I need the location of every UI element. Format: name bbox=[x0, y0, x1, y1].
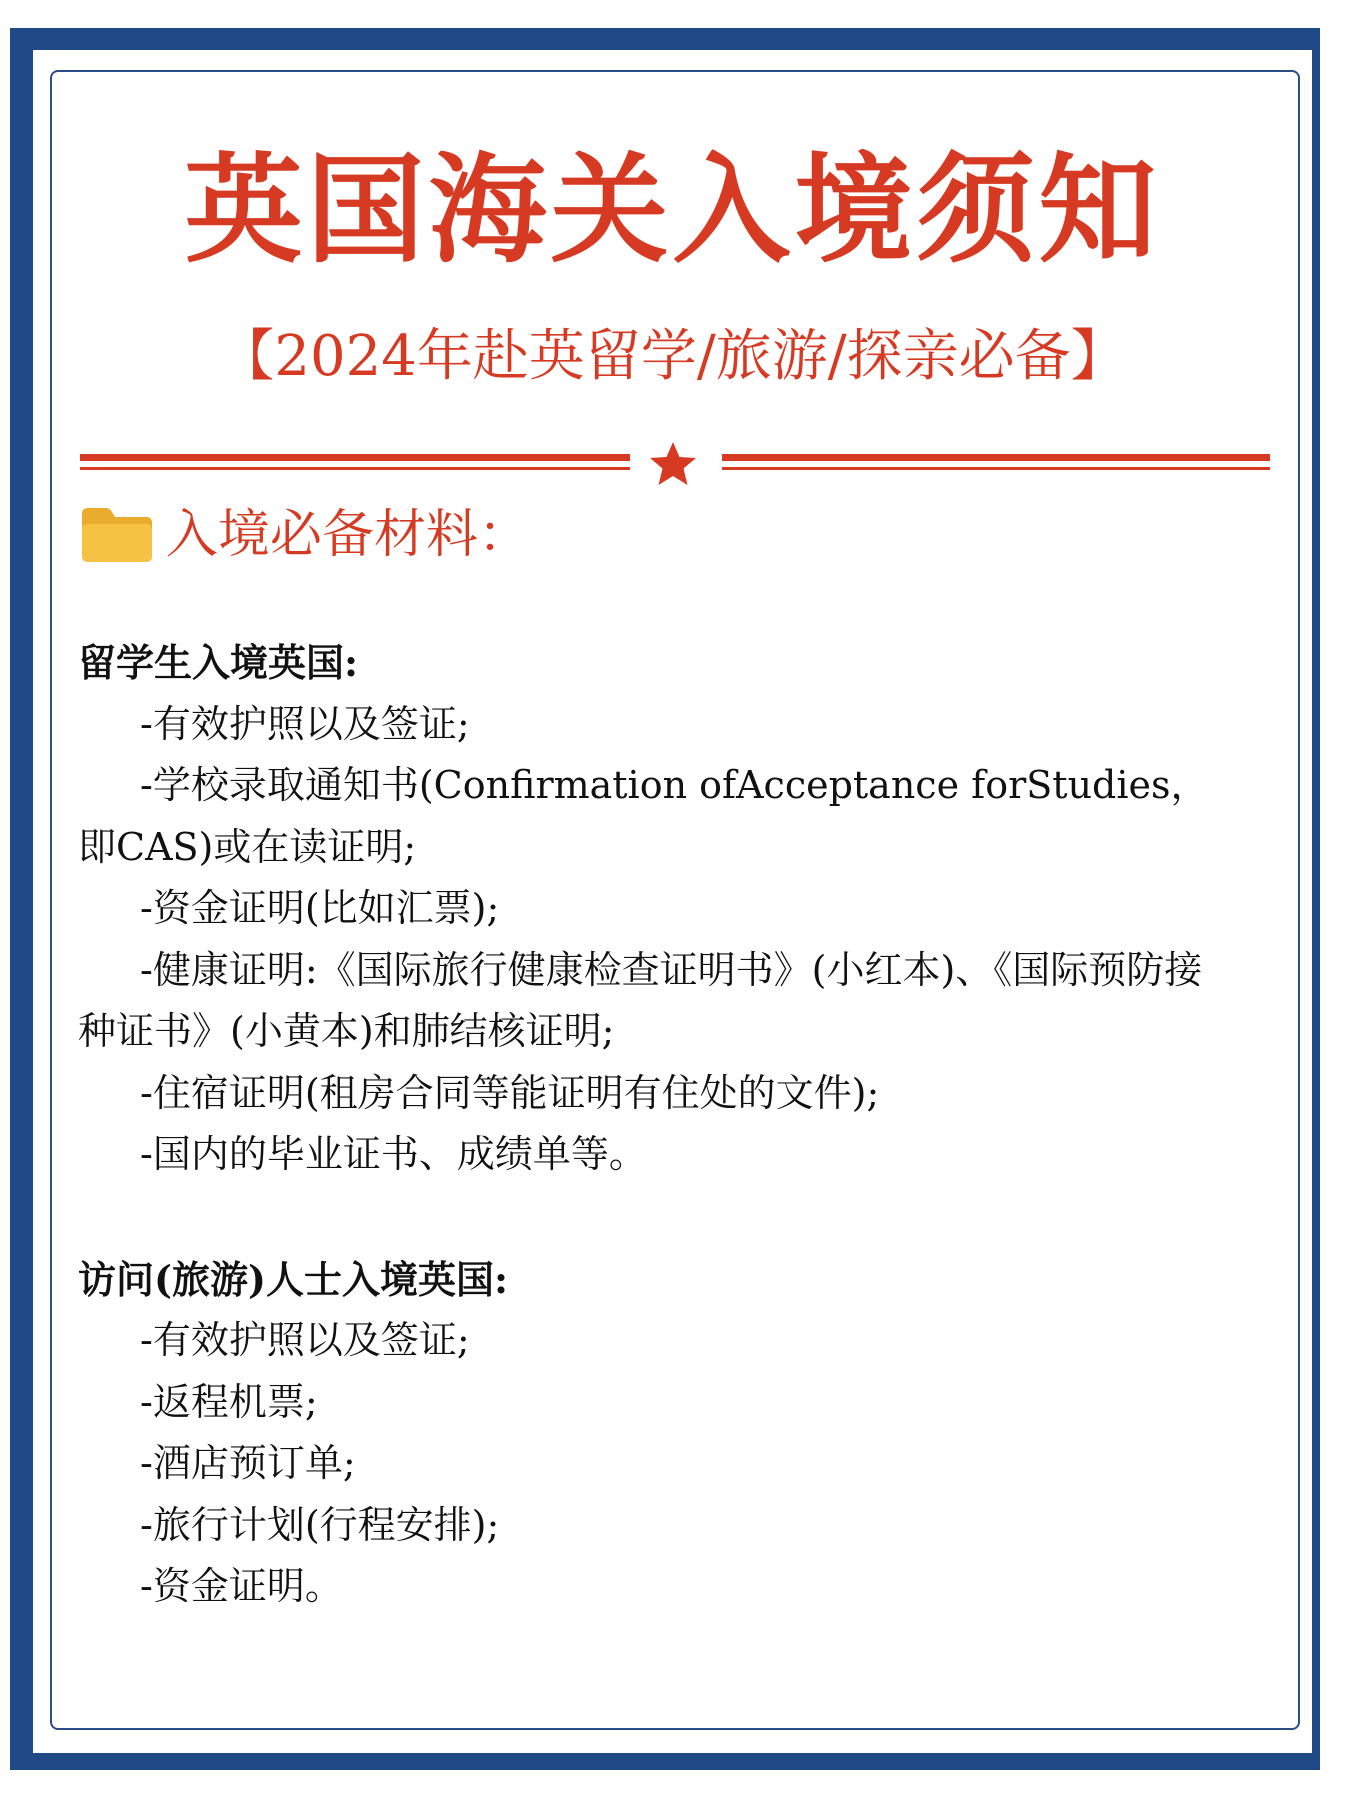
divider-right-thick bbox=[722, 454, 1270, 461]
star-divider bbox=[0, 440, 1345, 490]
section-header bbox=[80, 500, 530, 570]
group-spacer bbox=[78, 1186, 1238, 1249]
star-icon bbox=[650, 442, 696, 485]
page-subtitle: 【2024年赴英留学/旅游/探亲必备】 bbox=[218, 324, 1127, 389]
list-item: -有效护照以及签证; bbox=[140, 701, 470, 746]
list-item: -酒店预订单; bbox=[140, 1441, 356, 1485]
divider-right-thin bbox=[722, 467, 1270, 470]
list-item: -返程机票; bbox=[140, 1379, 318, 1424]
list-item: -资金证明。 bbox=[140, 1564, 343, 1608]
materials-content bbox=[78, 632, 1238, 1618]
list-item: -有效护照以及签证; bbox=[140, 1318, 470, 1362]
students-group-title: 留学生入境英国: bbox=[78, 640, 359, 685]
list-item: -健康证明:《国际旅行健康检查证明书》(小红本)、《国际预防接种证书》(小黄本)和肺结核证明; bbox=[78, 947, 1203, 1053]
divider-left-thin bbox=[80, 467, 630, 470]
visitors-group-title: 访问(旅游)人士入境英国: bbox=[78, 1256, 508, 1302]
section-title: 入境必备材料： bbox=[166, 505, 531, 565]
list-item: -学校录取通知书(Confirmation ofAcceptance forStudies，即CAS)或在读证明; bbox=[78, 763, 1209, 869]
list-item: -资金证明(比如汇票); bbox=[140, 886, 500, 930]
divider-left-thick bbox=[80, 454, 630, 461]
list-item: -国内的毕业证书、成绩单等。 bbox=[140, 1132, 647, 1176]
list-item: -住宿证明(租房合同等能证明有住处的文件); bbox=[140, 1070, 880, 1115]
folder-icon bbox=[80, 506, 154, 564]
page-title: 英国海关入境须知 bbox=[184, 140, 1161, 279]
list-item: -旅行计划(行程安排); bbox=[140, 1502, 500, 1547]
